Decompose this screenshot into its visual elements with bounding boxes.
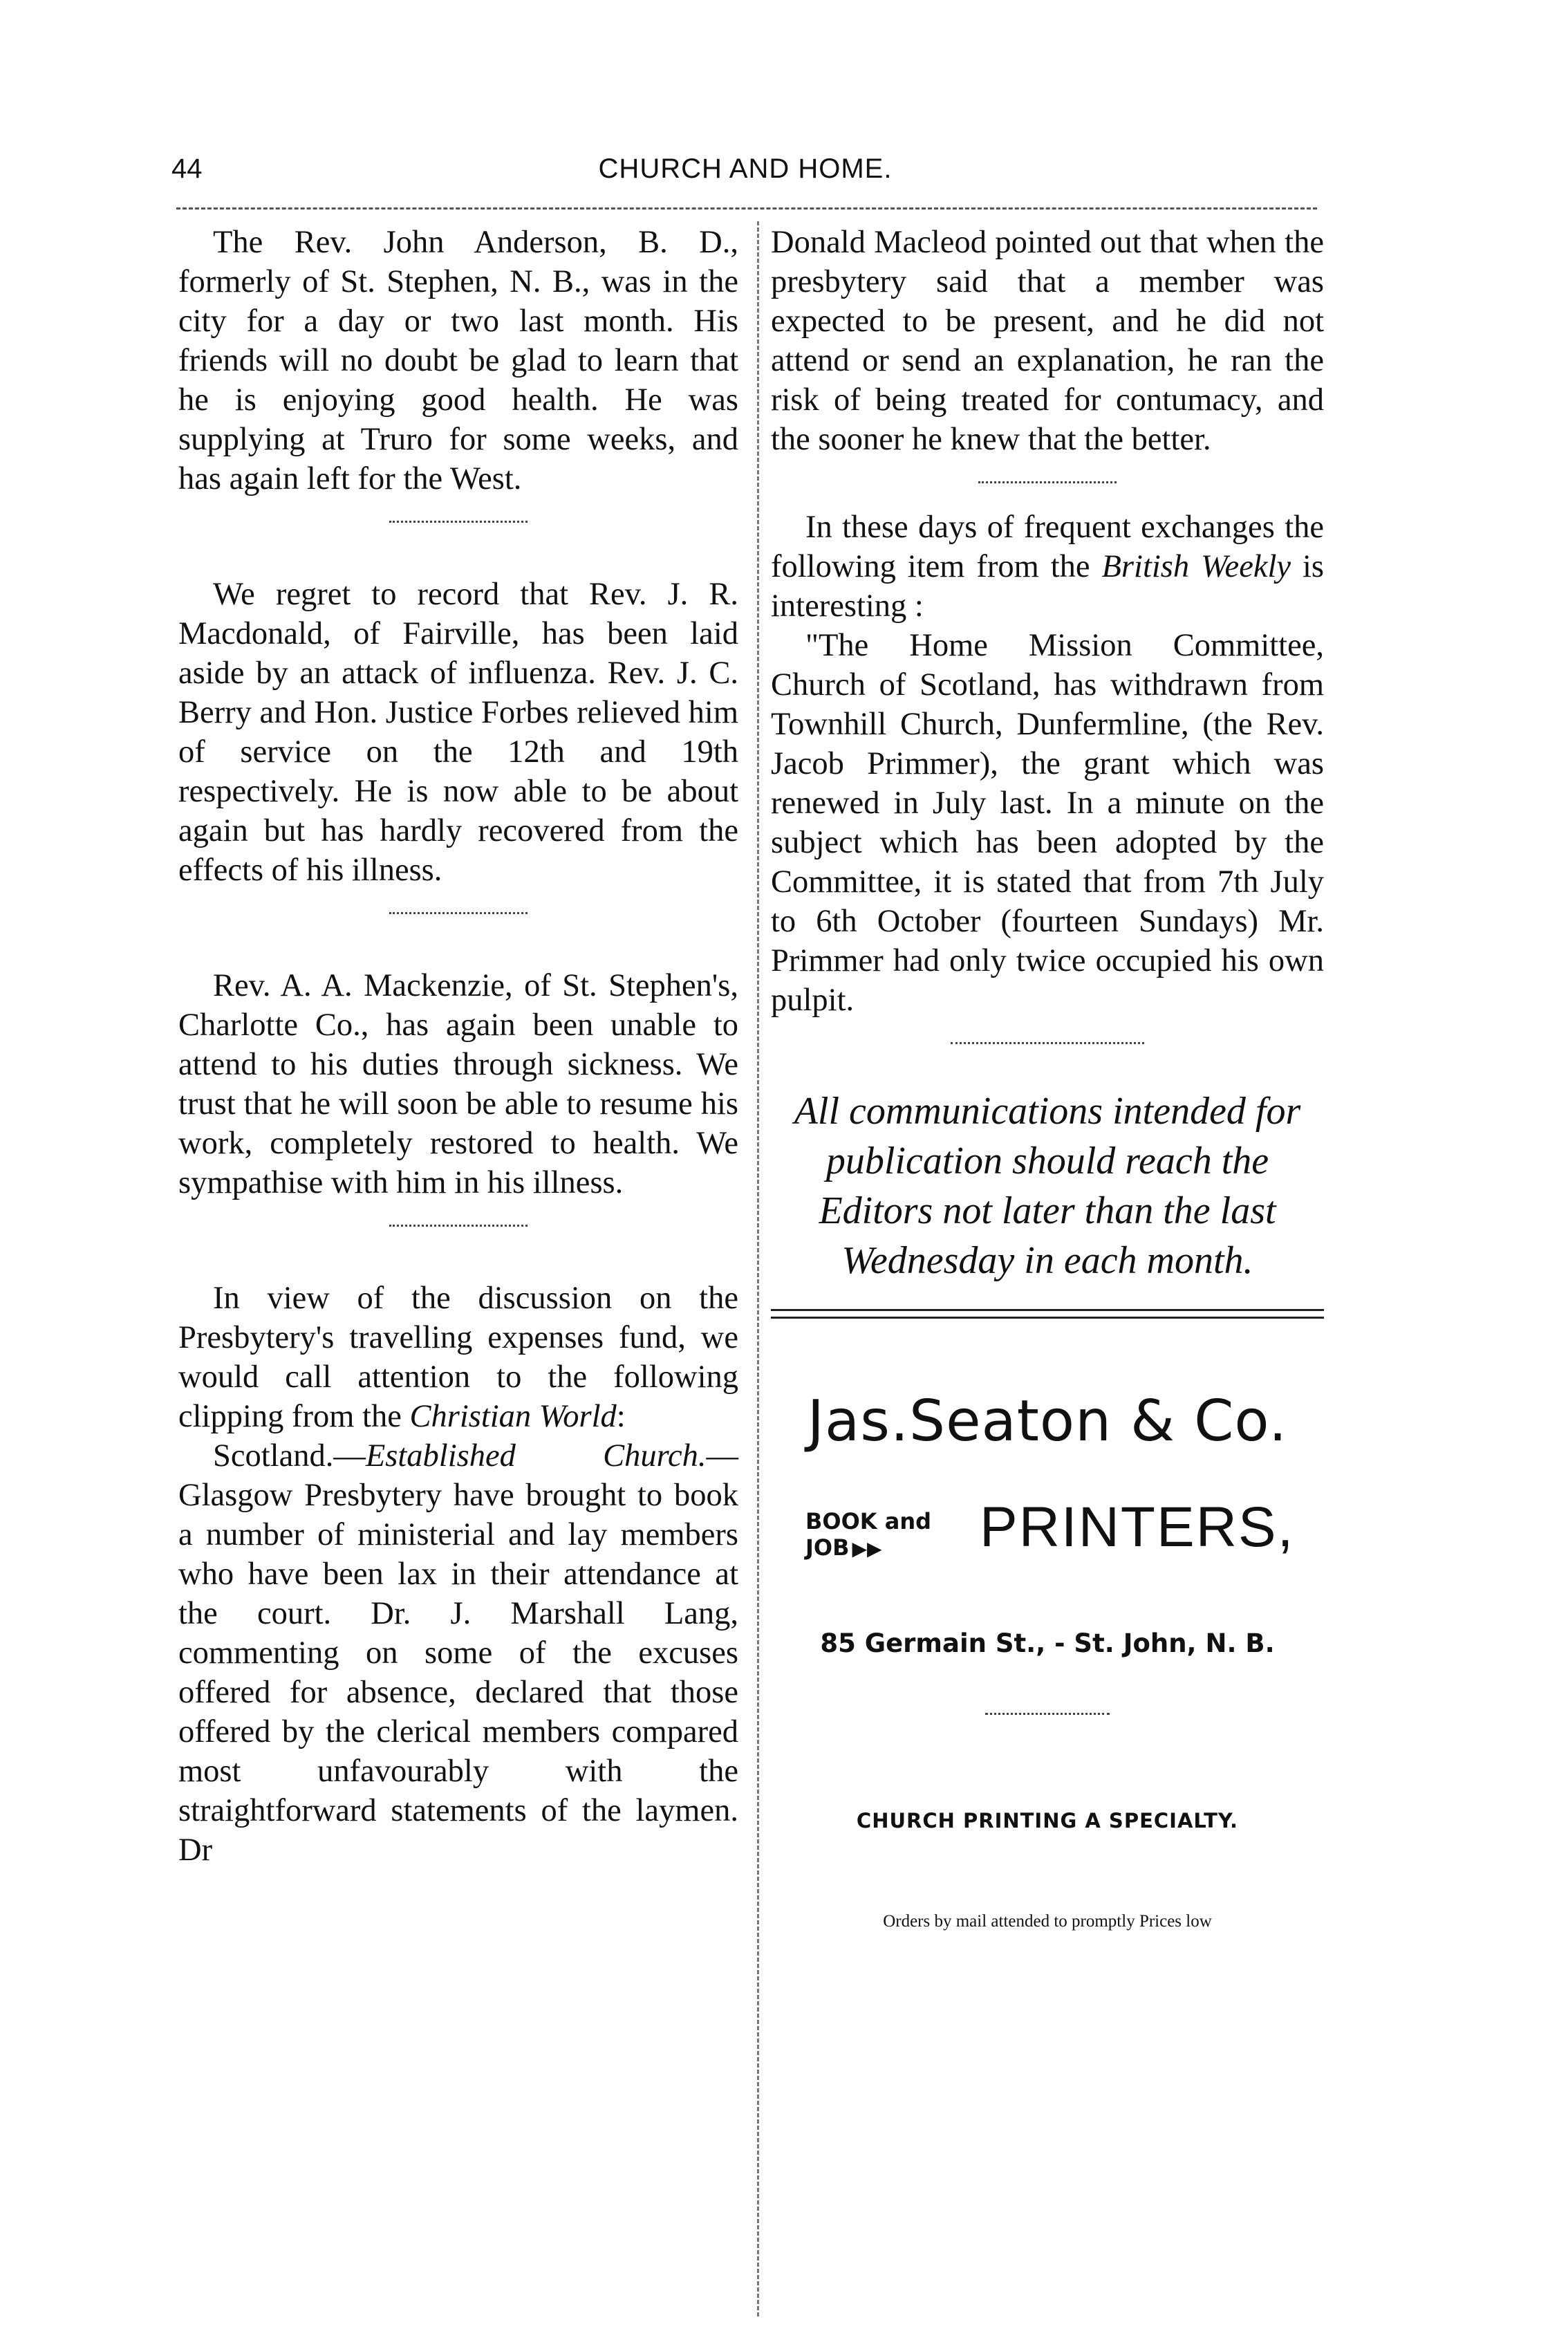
ad-ornament	[771, 1691, 1324, 1739]
ad-job-label	[805, 1535, 882, 1561]
quote-home-mission: "The Home Mission Committee, Church of Scotland, has withdrawn from Townhill Church, Dunfermline, (the Rev. Jacob Primmer), the grant which was renewed in July last. In a minute on the subject which has been adopted by the Committee, it is stated that from 7th July to 6th October (fourteen Sundays) Mr. Primmer had only twice occupied his own pulpit.	[771, 628, 1324, 1018]
pointing-hand-icon: ▶▶	[852, 1537, 882, 1560]
ad-printers: PRINTERS,	[980, 1496, 1295, 1559]
section-ornament	[178, 499, 738, 547]
clipping-lead: Scotland.—	[213, 1438, 366, 1474]
header-rule	[176, 207, 1317, 210]
article-anderson: The Rev. John Anderson, B. D., formerly of St. Stephen, N. B., was in the city for a day or two last month. His friends will no doubt be glad to learn that he is enjoying good health. He was supplying at Truro for some weeks, and has again left for the West.	[178, 225, 738, 496]
ad-orders: Orders by mail attended to promptly Prices low	[883, 1912, 1212, 1931]
exchanges-text: In these days of frequent exchanges the following item from the	[771, 510, 1324, 584]
double-rule-bottom	[771, 1317, 1324, 1319]
column-separator	[757, 221, 759, 2316]
printer-advertisement	[771, 1389, 1324, 1941]
section-ornament	[771, 1020, 1324, 1068]
article-travelling-fund	[178, 1279, 738, 1436]
ad-firm-name: Jas.Seaton & Co.	[807, 1389, 1288, 1454]
double-rule-top	[771, 1309, 1324, 1311]
travelling-fund-text: In view of the discussion on the Presbytery's travelling expenses fund, we would call attention to the following clipping from the	[178, 1281, 738, 1434]
ad-printers-line	[771, 1496, 1324, 1593]
exchanges-end: is interesting :	[771, 549, 1325, 624]
left-column	[178, 223, 738, 1870]
ad-job: JOB	[805, 1534, 850, 1561]
clipping-scotland	[178, 1436, 738, 1870]
ad-book-and: BOOK and	[805, 1508, 932, 1534]
editorial-notice: All communications intended for publication should reach the Editors not later than the last Wednesday in each month.	[794, 1090, 1301, 1282]
section-ornament	[178, 1202, 738, 1251]
source-christian-world: Christian World	[409, 1399, 617, 1434]
article-mackenzie: Rev. A. A. Mackenzie, of St. Stephen's, Charlotte Co., has again been unable to attend to his duties through sickness. We trust that he will soon be able to resume his work, completely restored to health. We sympathise with him in his illness.	[178, 968, 738, 1200]
travelling-fund-colon: :	[616, 1399, 626, 1434]
page-header	[171, 154, 1319, 195]
article-exchanges	[771, 508, 1324, 626]
section-ornament	[771, 459, 1324, 508]
article-macdonald: We regret to record that Rev. J. R. Macdonald, of Fairville, has been laid aside by an attack of influenza. Rev. J. C. Berry and Hon. Justice Forbes relieved him of service on the 12th and 19th respectively. He is now able to be about again but has hardly recovered from the effects of his illness.	[178, 577, 738, 888]
section-ornament	[178, 890, 738, 938]
clipping-text: —Glasgow Presbytery have brought to book a number of ministerial and lay members who have been lax in their attendance at the court. Dr. J. Marshall Lang, commenting on some of the excuses offered for absence, declared that those offered by the clerical members compared most unfavourably with the straightforward statements of the laymen. Dr	[178, 1438, 738, 1868]
source-british-weekly: British Weekly	[1101, 549, 1291, 584]
ad-address: 85 Germain St., - St. John, N. B.	[820, 1628, 1275, 1658]
clipping-heading: Established Church.	[365, 1438, 707, 1474]
page-number: 44	[171, 154, 203, 184]
article-macleod-continued: Donald Macleod pointed out that when the presbytery said that a member was expected to be present, and he did not attend or send an explanation, he ran the risk of being treated for contumacy, and the sooner he knew that the better.	[771, 225, 1324, 457]
right-column	[771, 223, 1324, 1941]
running-title: CHURCH AND HOME.	[598, 154, 893, 184]
ad-specialty: CHURCH PRINTING A SPECIALTY.	[856, 1809, 1239, 1832]
